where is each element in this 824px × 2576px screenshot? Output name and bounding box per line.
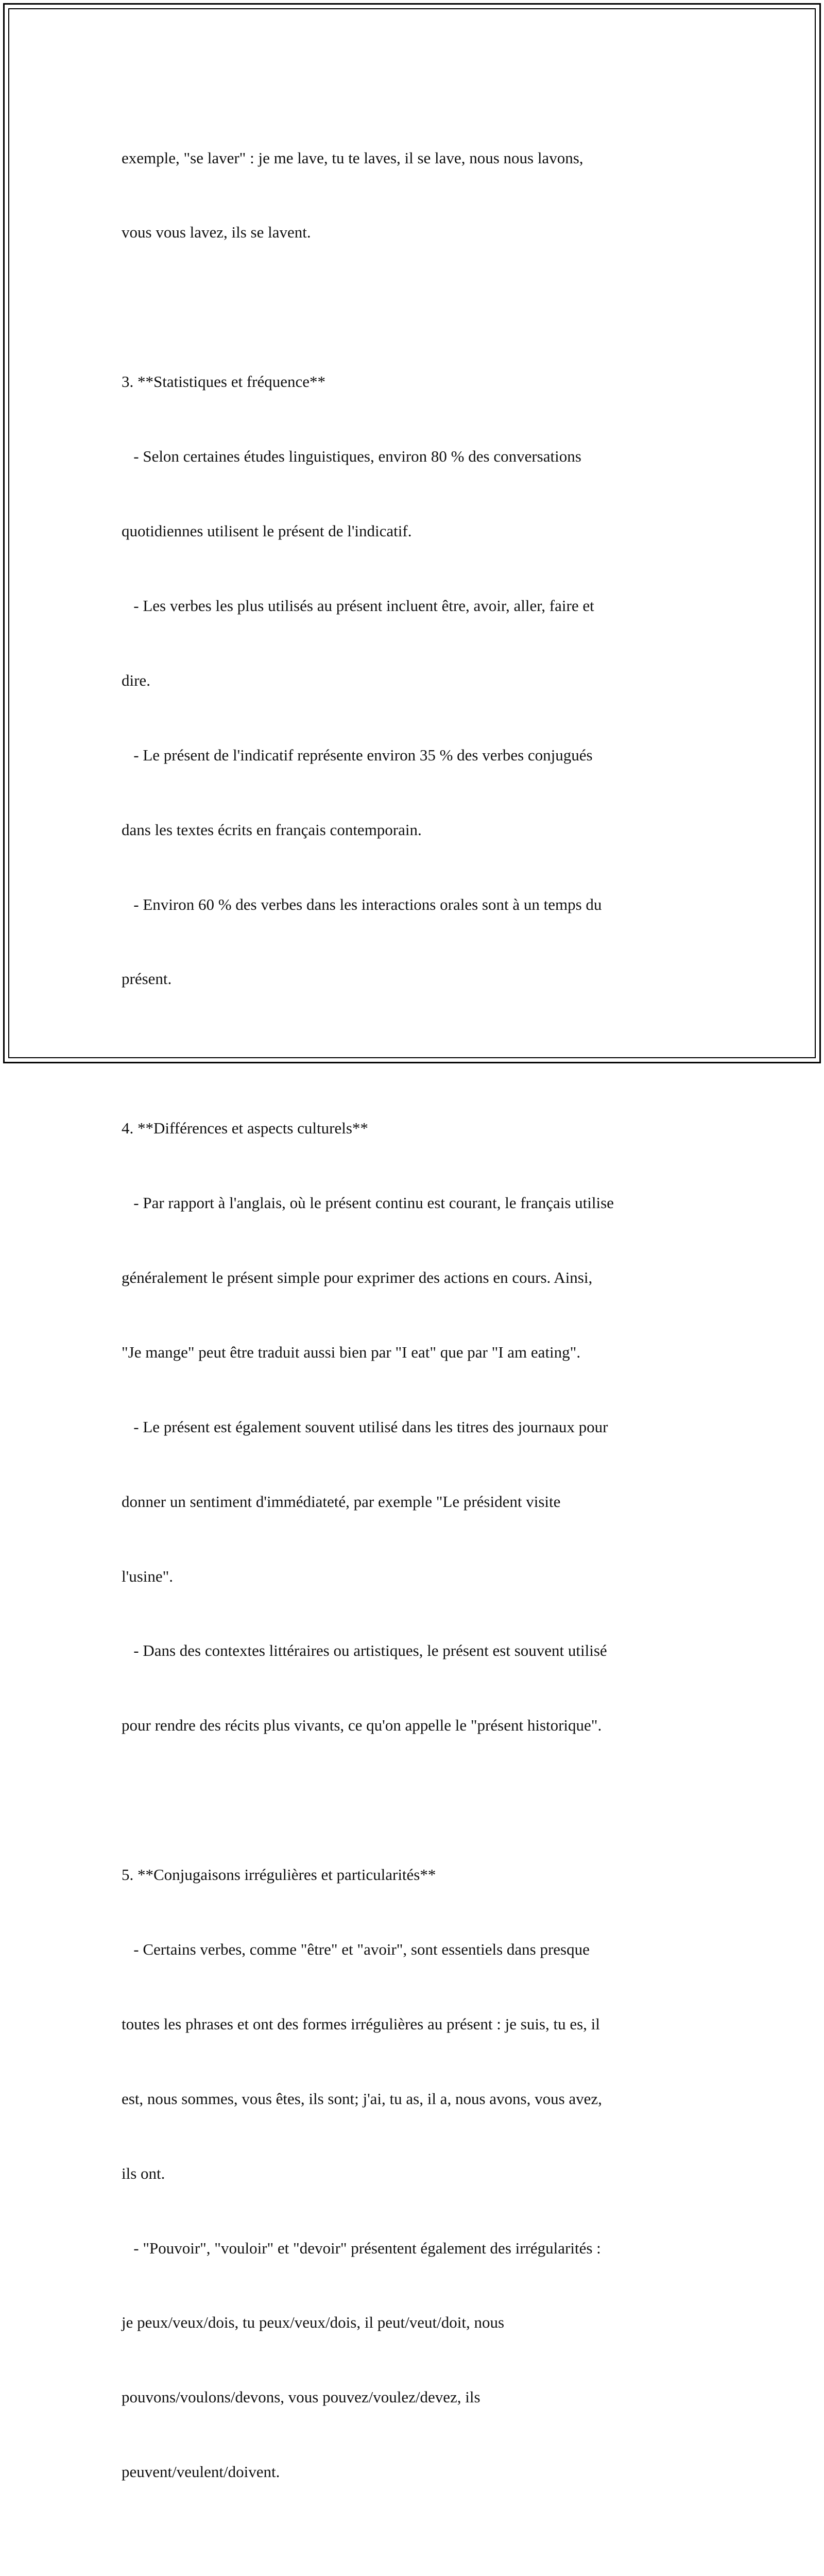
text-line: l'usine". [122,1567,174,1585]
blank-line [122,2534,719,2559]
text-line: ils ont. [122,2164,165,2182]
text-line: je peux/veux/dois, tu peux/veux/dois, il peut/veut/doit, nous [122,2313,505,2332]
section-heading-3: 3. **Statistiques et fréquence** [122,372,326,391]
text-line: peuvent/veulent/doivent. [122,2463,280,2481]
blank-line [122,1041,719,1066]
text-line: - Le présent de l'indicatif représente environ 35 % des verbes conjugués [122,745,593,764]
text-line: - Le présent est également souvent utilisé dans les titres des journaux pour [122,1417,608,1436]
text-line: présent. [122,970,172,988]
text-line: pour rendre des récits plus vivants, ce qu'on appelle le "présent historique". [122,1716,602,1735]
blank-line [122,1788,719,1812]
text-line: - Selon certaines études linguistiques, environ 80 % des conversations [122,447,581,466]
text-line: - Par rapport à l'anglais, où le présent continu est courant, le français utilise [122,1194,614,1212]
section-heading-5: 5. **Conjugaisons irrégulières et particularités** [122,1866,436,1884]
text-line: quotidiennes utilisent le présent de l'indicatif. [122,522,412,540]
blank-line [122,295,719,319]
text-line: généralement le présent simple pour exprimer des actions en cours. Ainsi, [122,1268,593,1286]
text-line: "Je mange" peut être traduit aussi bien par "I eat" que par "I am eating". [122,1343,581,1361]
text-line: donner un sentiment d'immédiateté, par exemple "Le président visite [122,1492,561,1511]
text-line: est, nous sommes, vous êtes, ils sont; j'ai, tu as, il a, nous avons, vous avez, [122,2089,602,2108]
text-line: vous vous lavez, ils se lavent. [122,223,311,242]
text-line: - Les verbes les plus utilisés au présent incluent être, avoir, aller, faire et [122,596,594,615]
text-line: dire. [122,671,150,689]
section-heading-4: 4. **Différences et aspects culturels** [122,1119,368,1138]
text-line: - Certains verbes, comme "être" et "avoir", sont essentiels dans presque [122,1940,590,1958]
text-line: - Environ 60 % des verbes dans les interactions orales sont à un temps du [122,895,602,913]
text-line: toutes les phrases et ont des formes irrégulières au présent : je suis, tu es, il [122,2014,600,2033]
text-line: pouvons/voulons/devons, vous pouvez/voulez/devez, ils [122,2388,480,2406]
text-line: exemple, "se laver" : je me lave, tu te laves, il se lave, nous nous lavons, [122,148,583,167]
text-line: dans les textes écrits en français contemporain. [122,820,422,839]
text-line: - "Pouvoir", "vouloir" et "devoir" présentent également des irrégularités : [122,2239,601,2257]
document-body [122,96,719,2576]
text-line: - Dans des contextes littéraires ou artistiques, le présent est souvent utilisé [122,1641,607,1660]
